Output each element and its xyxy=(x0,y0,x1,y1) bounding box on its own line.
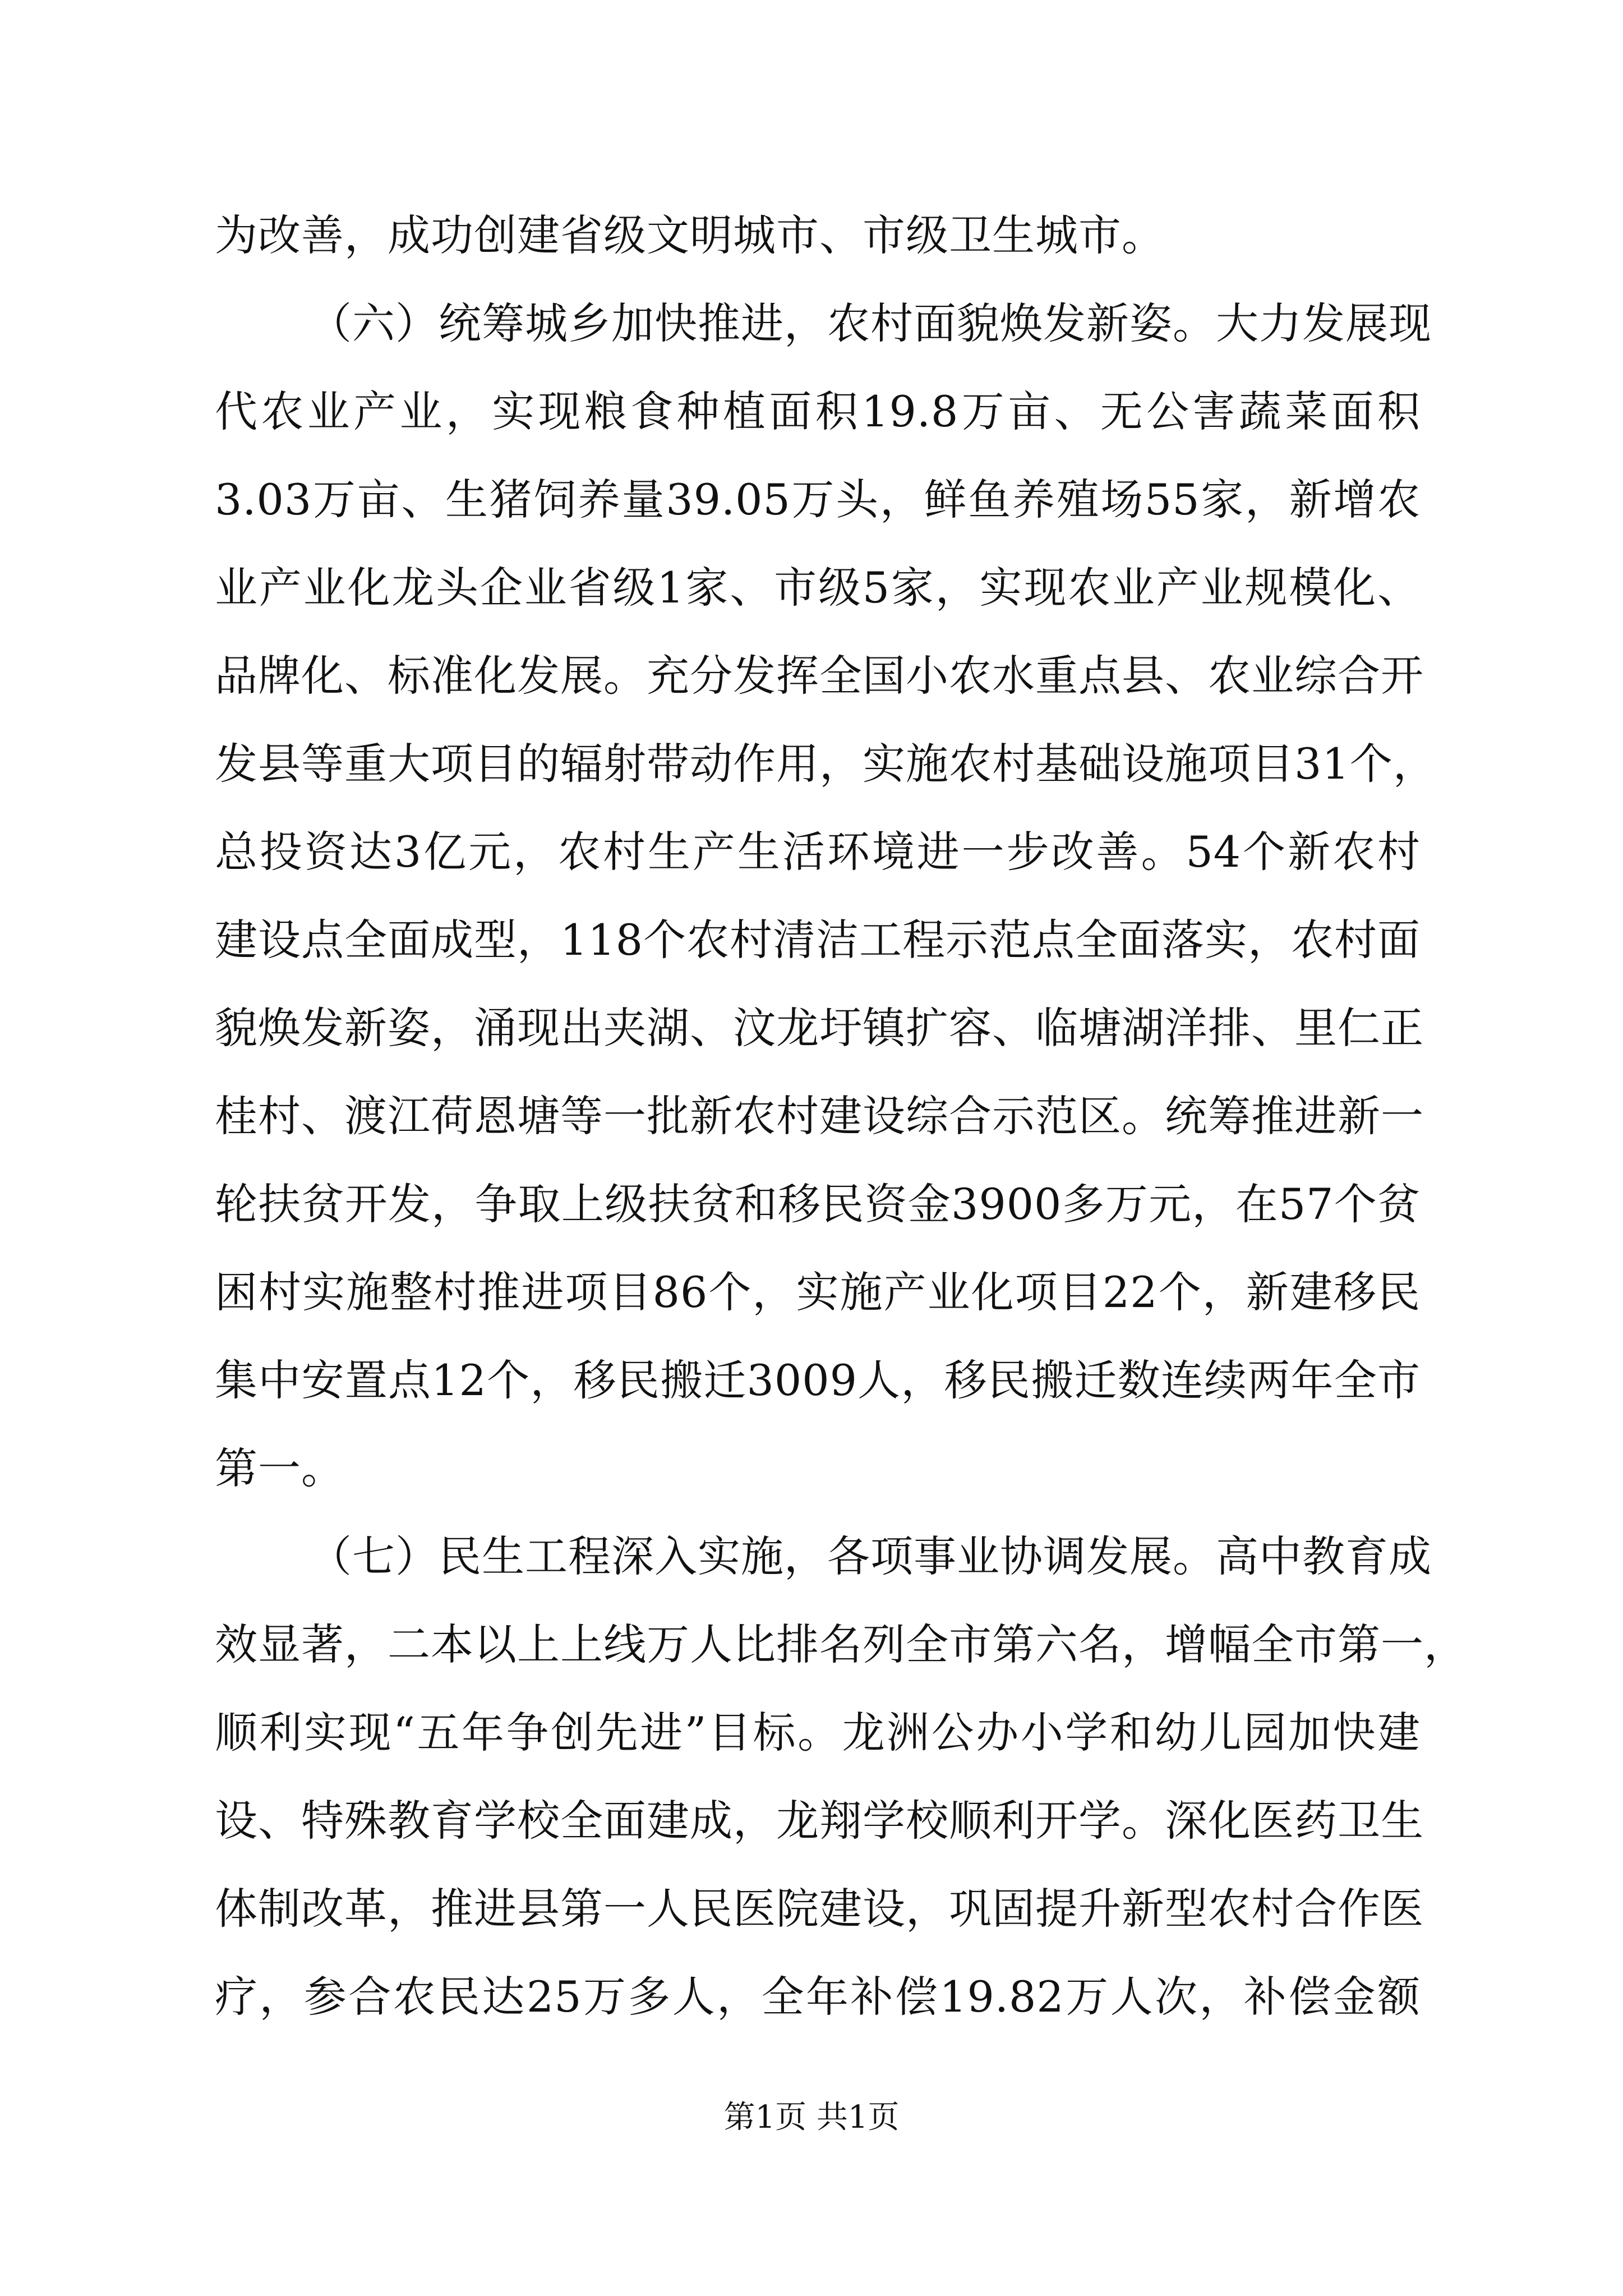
text-line: 疗，参合农民达25万多人，全年补偿19.82万人次，补偿金额 xyxy=(215,1972,1421,2022)
text-line: （六）统筹城乡加快推进，农村面貌焕发新姿。大力发展现 xyxy=(309,298,1432,348)
text-line: 轮扶贫开发，争取上级扶贫和移民资金3900多万元，在57个贫 xyxy=(215,1179,1421,1229)
text-line: 桂村、渡江荷恩塘等一批新农村建设综合示范区。统筹推进新一 xyxy=(215,1091,1424,1141)
text-line: 3.03万亩、生猪饲养量39.05万头，鲜鱼养殖场55家，新增农 xyxy=(215,475,1421,524)
text-line: 第一。 xyxy=(215,1443,344,1493)
text-line: 业产业化龙头企业省级1家、市级5家，实现农业产业规模化、 xyxy=(215,563,1421,613)
text-line: 发县等重大项目的辐射带动作用，实施农村基础设施项目31个， xyxy=(215,739,1436,789)
text-line: （七）民生工程深入实施，各项事业协调发展。高中教育成 xyxy=(309,1531,1432,1581)
text-line: 集中安置点12个，移民搬迁3009人，移民搬迁数连续两年全市 xyxy=(215,1355,1421,1405)
text-line: 品牌化、标准化发展。充分发挥全国小农水重点县、农业综合开 xyxy=(215,651,1424,701)
text-line: 建设点全面成型，118个农村清洁工程示范点全面落实，农村面 xyxy=(215,915,1421,965)
text-line: 貌焕发新姿，涌现出夹湖、汶龙圩镇扩容、临塘湖洋排、里仁正 xyxy=(215,1003,1424,1053)
text-line: 效显著，二本以上上线万人比排名列全市第六名，增幅全市第一， xyxy=(215,1619,1467,1669)
text-line: 体制改革，推进县第一人民医院建设，巩固提升新型农村合作医 xyxy=(215,1884,1424,1934)
text-line: 顺利实现“五年争创先进”目标。龙洲公办小学和幼儿园加快建 xyxy=(215,1708,1421,1757)
text-line: 总投资达3亿元，农村生产生活环境进一步改善。54个新农村 xyxy=(215,827,1421,877)
page-footer: 第1页 共1页 xyxy=(723,2099,900,2136)
text-line: 为改善，成功创建省级文明城市、市级卫生城市。 xyxy=(215,210,1165,260)
text-line: 设、特殊教育学校全面建成，龙翔学校顺利开学。深化医药卫生 xyxy=(215,1796,1424,1846)
text-line: 代农业产业，实现粮食种植面积19.8万亩、无公害蔬菜面积 xyxy=(215,386,1421,436)
text-line: 困村实施整村推进项目86个，实施产业化项目22个，新建移民 xyxy=(215,1267,1421,1317)
